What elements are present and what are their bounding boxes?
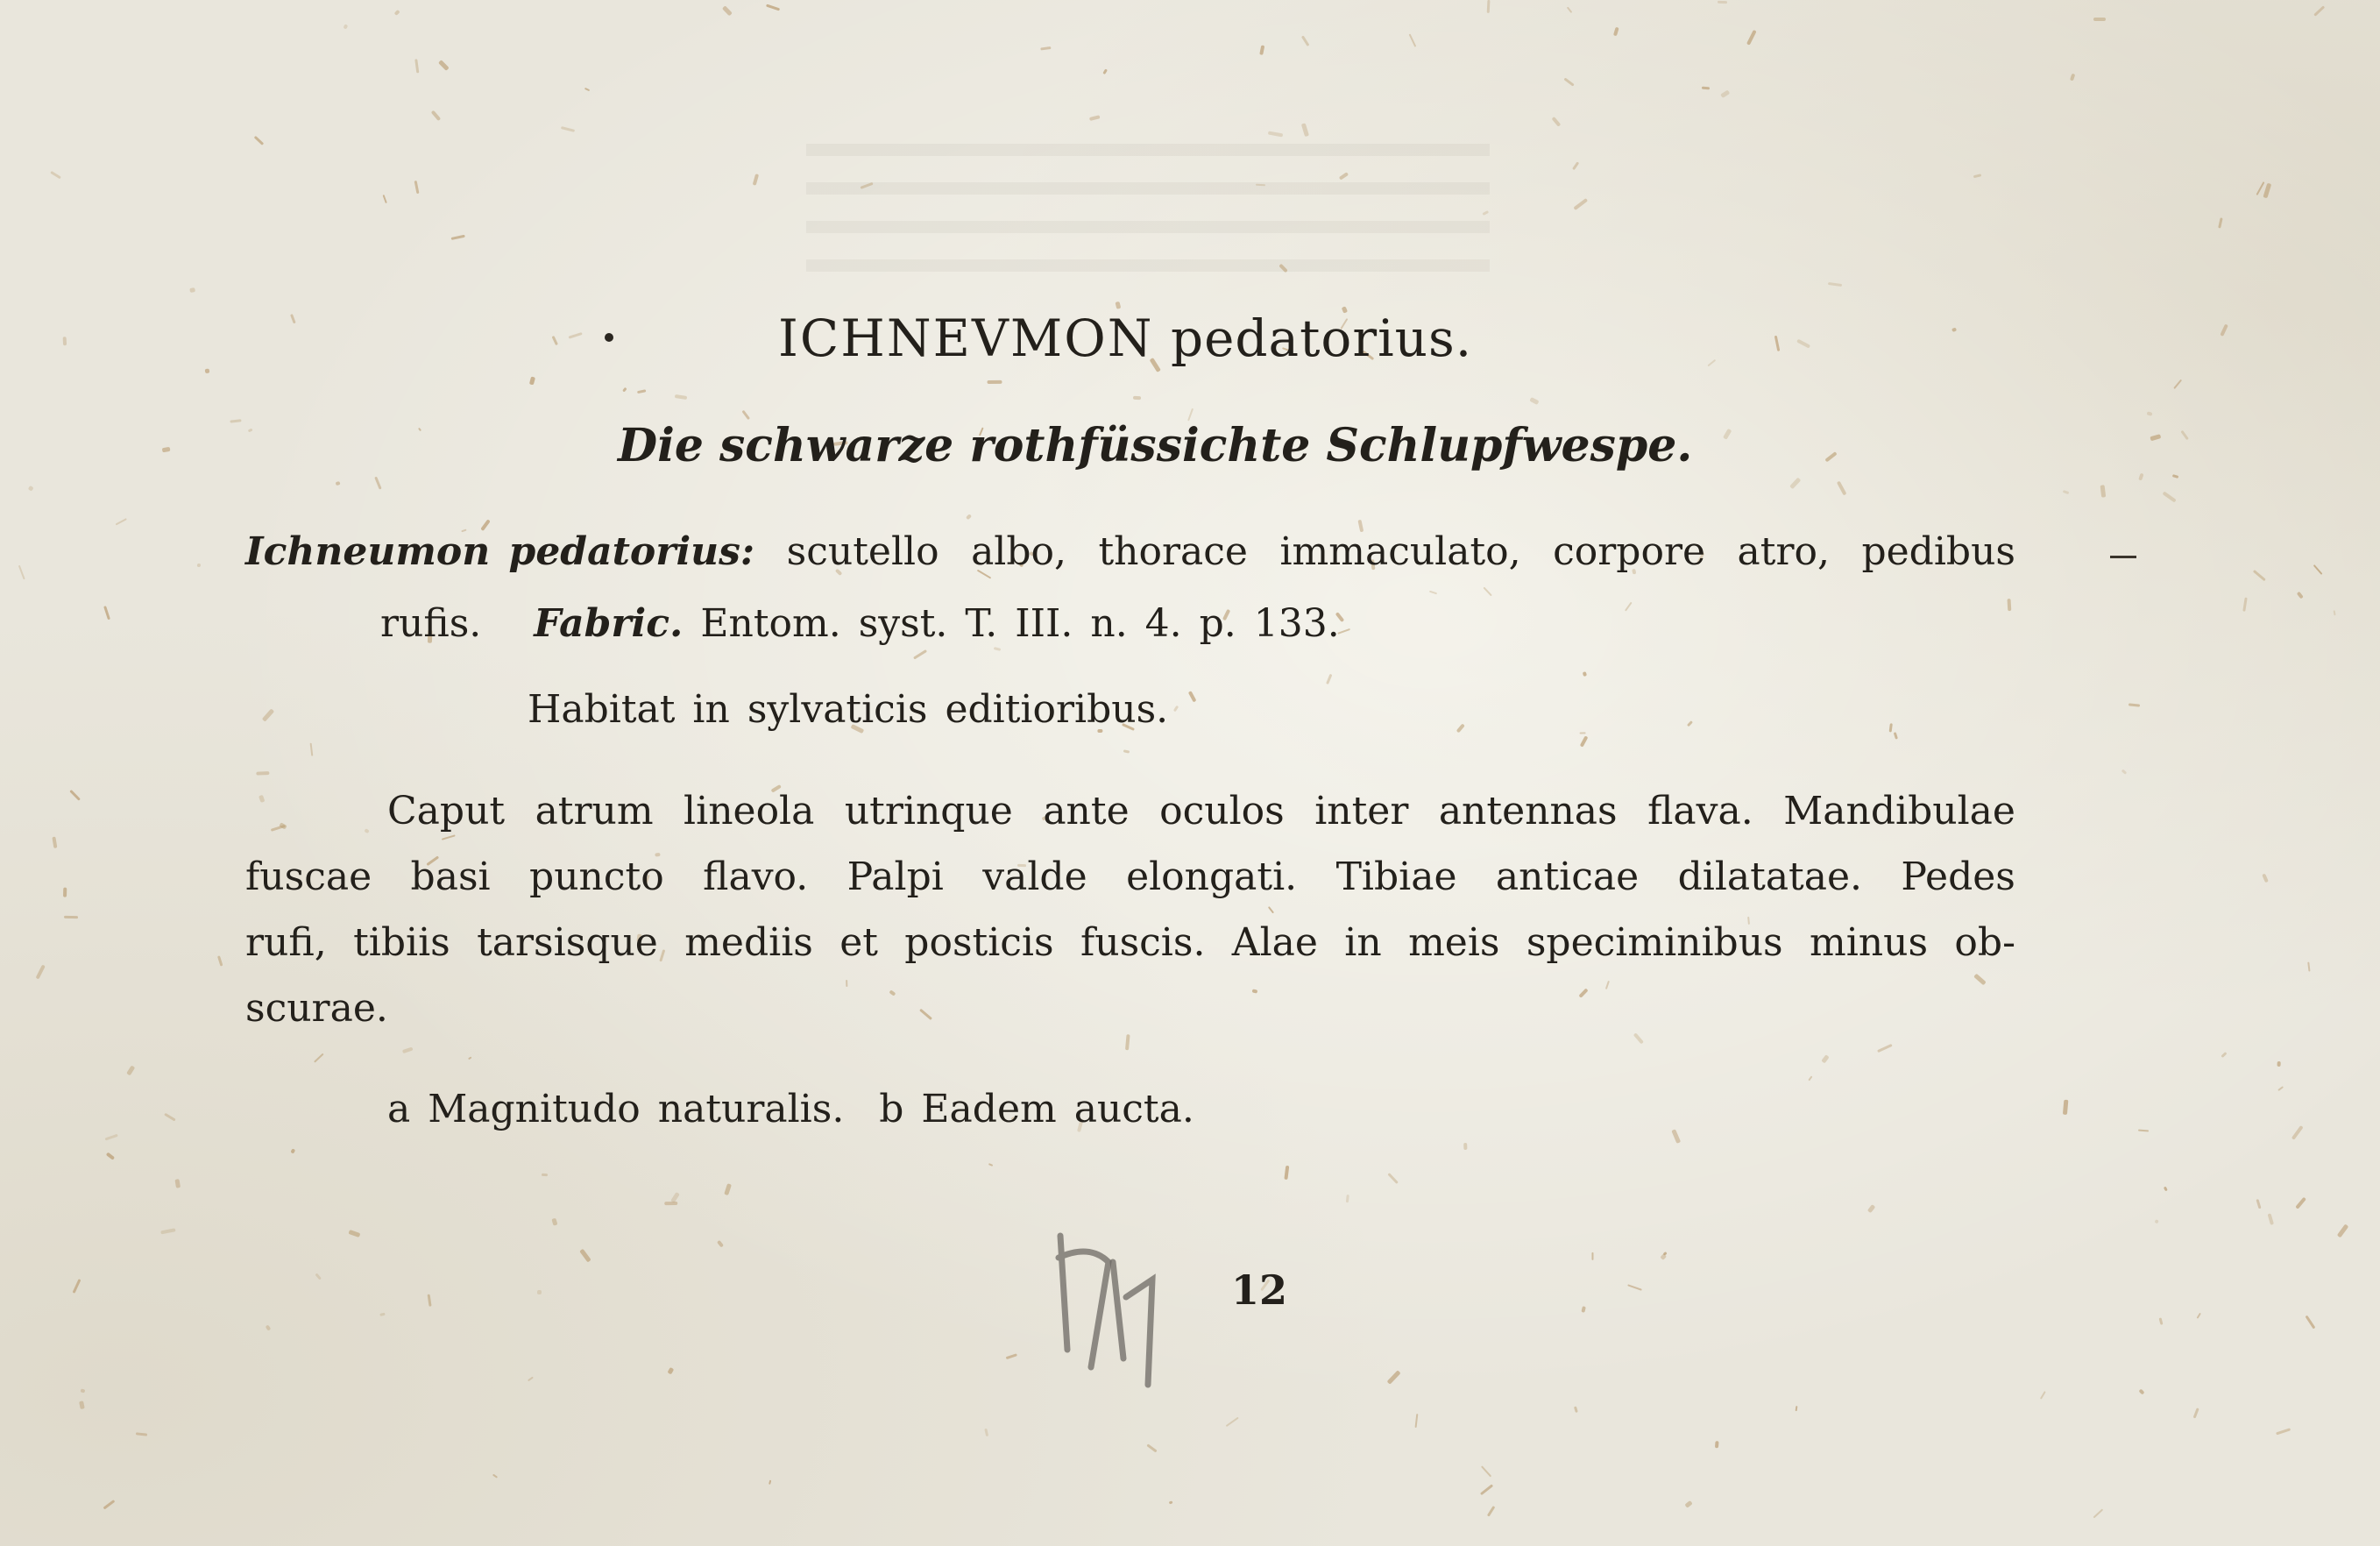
paper-fleck <box>1480 1484 1493 1495</box>
paper-fleck <box>2297 592 2303 599</box>
citation-author: Fabric. <box>534 601 684 646</box>
paper-fleck <box>1702 87 1710 89</box>
paper-fleck <box>290 1148 295 1153</box>
paper-fleck <box>1582 671 1586 677</box>
paper-fleck <box>1564 77 1575 86</box>
species-name: Ichneumon pedatorius: <box>245 529 755 574</box>
paper-fleck <box>174 1179 180 1188</box>
paper-fleck <box>2147 412 2152 417</box>
description-word: flavo. <box>703 855 809 899</box>
paper-fleck <box>584 87 590 91</box>
paper-fleck <box>1633 1032 1644 1044</box>
paper-fleck <box>290 314 296 323</box>
paper-fleck <box>262 708 274 721</box>
paper-fleck <box>1828 282 1842 287</box>
paper-fleck <box>1123 749 1130 753</box>
paper-fleck <box>2180 430 2189 441</box>
paper-fleck <box>1414 1414 1418 1429</box>
paper-fleck <box>552 335 558 344</box>
paper-fleck <box>467 1056 471 1060</box>
description-word: Tibiae <box>1335 855 1457 899</box>
paper-fleck <box>1573 198 1588 210</box>
paper-fleck <box>552 1218 558 1226</box>
bullet-mark <box>605 333 613 342</box>
paper-fleck <box>2307 961 2311 971</box>
paper-fleck <box>160 1229 176 1235</box>
paper-fleck <box>765 4 779 11</box>
paper-fleck <box>418 428 421 431</box>
paper-fleck <box>2268 1213 2274 1224</box>
paper-fleck <box>716 1240 723 1248</box>
paper-fleck <box>724 1183 732 1195</box>
description-word: rufi, <box>245 920 327 965</box>
figure-legend: a Magnitudo naturalis. b Eadem aucta. <box>387 1087 1194 1131</box>
paper-fleck <box>2295 1197 2306 1209</box>
paper-fleck <box>415 59 420 73</box>
description-line-2 <box>245 855 2015 899</box>
paper-fleck <box>2164 1186 2168 1191</box>
paper-fleck <box>2040 1391 2046 1400</box>
paper-fleck <box>2313 564 2322 575</box>
paper-fleck <box>1268 131 1284 137</box>
paper-fleck <box>105 1133 118 1140</box>
title-species: pedatorius. <box>1170 308 1473 368</box>
paper-fleck <box>1877 1044 1892 1053</box>
paper-fleck <box>2171 474 2178 479</box>
paper-fleck <box>2007 599 2011 611</box>
paper-fleck <box>106 1152 115 1160</box>
paper-fleck <box>2193 1408 2199 1419</box>
description-word: tibiis <box>353 920 450 965</box>
paper-fleck <box>1575 1406 1579 1413</box>
paper-fleck <box>1747 30 1757 46</box>
paper-fleck <box>52 836 57 847</box>
paper-fleck <box>335 481 340 486</box>
paper-fleck <box>528 1376 534 1381</box>
paper-fleck <box>18 564 25 579</box>
paper-fleck <box>309 743 313 756</box>
paper-fleck <box>1133 395 1141 400</box>
paper-fleck <box>28 486 33 492</box>
paper-fleck <box>1824 451 1837 463</box>
paper-fleck <box>889 990 896 996</box>
paper-fleck <box>769 1479 772 1484</box>
paper-fleck <box>2253 570 2265 581</box>
paper-fleck <box>2154 1219 2158 1223</box>
page-subtitle: Die schwarze rothfüssichte Schlupfwespe. <box>618 419 1693 472</box>
paper-fleck <box>1387 1370 1401 1384</box>
paper-fleck <box>920 1009 933 1021</box>
description-word: atrum <box>535 789 654 833</box>
paper-fleck <box>561 126 576 132</box>
paper-fleck <box>230 419 242 422</box>
paper-fleck <box>2129 703 2141 707</box>
description-word: mediis <box>684 920 813 965</box>
paper-fleck <box>1714 1441 1718 1448</box>
paper-fleck <box>393 10 400 16</box>
paper-fleck <box>1591 1252 1593 1260</box>
description-word: antennas <box>1438 789 1618 833</box>
margin-dash <box>2110 556 2136 558</box>
paper-fleck <box>1672 1129 1681 1143</box>
paper-fleck <box>205 368 210 373</box>
paper-fleck <box>1580 732 1586 734</box>
diagnosis-word: albo, <box>971 529 1067 574</box>
title-genus: ICHNEVMON <box>778 308 1154 368</box>
paper-fleck <box>1169 1501 1173 1505</box>
paper-fleck <box>1486 0 1490 13</box>
paper-fleck <box>1326 674 1332 684</box>
paper-fleck <box>1251 989 1257 994</box>
paper-fleck <box>1821 1055 1829 1064</box>
description-word: et <box>839 920 878 965</box>
paper-fleck <box>580 1248 591 1262</box>
paper-fleck <box>63 337 67 345</box>
paper-fleck <box>1301 35 1310 46</box>
paper-fleck <box>845 980 847 987</box>
description-line-4: scurae. <box>245 986 388 1031</box>
description-word: meis <box>1408 920 1500 965</box>
show-through-text <box>806 140 1490 272</box>
paper-fleck <box>1268 906 1274 913</box>
description-word: utrinque <box>844 789 1013 833</box>
paper-fleck <box>1889 724 1893 733</box>
paper-fleck <box>569 331 583 338</box>
paper-fleck <box>1088 116 1100 121</box>
paper-fleck <box>1723 429 1732 440</box>
paper-fleck <box>1796 339 1810 349</box>
paper-fleck <box>913 649 928 659</box>
paper-fleck <box>537 1290 542 1294</box>
paper-fleck <box>1567 6 1573 12</box>
paper-fleck <box>2138 473 2144 481</box>
paper-fleck <box>1580 736 1589 748</box>
paper-fleck <box>314 1053 323 1063</box>
paper-fleck <box>1530 397 1540 405</box>
diagnosis-text: rufis. <box>380 601 482 646</box>
paper-fleck <box>364 828 369 833</box>
paper-fleck <box>1102 68 1108 74</box>
paper-fleck <box>2313 5 2325 17</box>
paper-fleck <box>1146 1443 1157 1452</box>
paper-fleck <box>375 477 382 490</box>
paper-fleck <box>1624 602 1632 612</box>
paper-fleck <box>1301 123 1309 137</box>
paper-fleck <box>2159 1318 2164 1325</box>
paper-fleck <box>1604 981 1609 990</box>
habitat-line: Habitat in sylvaticis editioribus. <box>528 687 1169 732</box>
paper-fleck <box>36 964 46 979</box>
paper-fleck <box>529 376 535 385</box>
paper-fleck <box>637 389 647 394</box>
paper-fleck <box>1387 1173 1399 1184</box>
paper-fleck <box>2093 1509 2103 1519</box>
description-word: Palpi <box>846 855 944 899</box>
paper-fleck <box>2305 1316 2315 1330</box>
diagnosis-line-1 <box>245 529 2015 574</box>
paper-fleck <box>2063 1100 2068 1115</box>
paper-fleck <box>254 136 265 145</box>
paper-fleck <box>442 834 456 840</box>
paper-fleck <box>1481 1465 1491 1477</box>
paper-fleck <box>1345 1195 1349 1202</box>
paper-fleck <box>667 1367 673 1374</box>
paper-fleck <box>2063 490 2070 494</box>
paper-fleck <box>414 181 420 194</box>
paper-fleck <box>217 955 223 967</box>
paper-fleck <box>1720 90 1730 98</box>
paper-fleck <box>2070 74 2075 82</box>
description-word: tarsisque <box>477 920 658 965</box>
paper-fleck <box>2196 1312 2200 1318</box>
page-number: 12 <box>1231 1266 1288 1314</box>
paper-fleck <box>382 195 387 203</box>
paper-fleck <box>164 1113 175 1121</box>
description-word: Pedes <box>1901 855 2015 899</box>
paper-fleck <box>379 1312 385 1316</box>
diagnosis-word: thorace <box>1098 529 1248 574</box>
description-word: ante <box>1043 789 1130 833</box>
paper-fleck <box>988 1163 993 1167</box>
paper-fleck <box>135 1432 146 1436</box>
paper-fleck <box>1867 1204 1875 1213</box>
paper-fleck <box>2100 485 2106 497</box>
paper-fleck <box>1456 723 1465 733</box>
paper-fleck <box>675 394 687 400</box>
paper-fleck <box>64 915 78 918</box>
paper-fleck <box>1627 1284 1642 1291</box>
paper-fleck <box>722 5 733 16</box>
paper-fleck <box>2138 1130 2149 1132</box>
description-word: minus <box>1810 920 1929 965</box>
paper-fleck <box>1687 720 1693 727</box>
paper-fleck <box>1581 1306 1585 1312</box>
paper-fleck <box>248 429 253 433</box>
paper-fleck <box>2263 183 2271 199</box>
paper-fleck <box>2242 598 2248 612</box>
paper-fleck <box>1790 478 1802 489</box>
paper-fleck <box>1173 706 1179 712</box>
description-word: fuscis. <box>1080 920 1206 965</box>
description-line-3 <box>245 920 2015 965</box>
paper-fleck <box>103 1500 115 1509</box>
paper-fleck <box>1718 1 1727 4</box>
paper-fleck <box>2150 435 2162 442</box>
paper-fleck <box>1809 1075 1813 1081</box>
paper-fleck <box>1483 587 1492 597</box>
paper-fleck <box>427 1294 431 1306</box>
paper-fleck <box>752 174 758 185</box>
paper-fleck <box>2220 324 2228 337</box>
paper-fleck <box>189 288 195 293</box>
paper-fleck <box>2093 18 2106 21</box>
diagnosis-word: pedibus <box>1861 529 2015 574</box>
paper-fleck <box>1774 335 1781 351</box>
paper-fleck <box>664 1202 677 1205</box>
paper-fleck <box>73 1279 81 1294</box>
paper-fleck <box>1552 117 1562 127</box>
paper-fleck <box>439 60 450 71</box>
description-word: inter <box>1314 789 1409 833</box>
paper-fleck <box>1572 162 1579 171</box>
paper-fleck <box>1226 1417 1239 1427</box>
paper-fleck <box>315 1273 322 1280</box>
paper-fleck <box>1429 591 1437 595</box>
paper-fleck <box>1893 732 1898 740</box>
paper-fleck <box>126 1066 135 1076</box>
paper-fleck <box>162 447 171 452</box>
paper-fleck <box>64 888 67 897</box>
description-word: anticae <box>1495 855 1640 899</box>
paper-fleck <box>259 794 265 802</box>
pencil-mark-icon <box>1043 1218 1183 1394</box>
diagnosis-word: immaculato, <box>1279 529 1521 574</box>
description-word: fuscae <box>245 855 372 899</box>
paper-fleck <box>69 790 81 801</box>
paper-fleck <box>2256 1199 2262 1209</box>
description-word: Caput <box>387 789 506 833</box>
paper-fleck <box>348 1230 360 1237</box>
paper-fleck <box>622 387 627 393</box>
paper-fleck <box>2276 1428 2291 1435</box>
paper-fleck <box>2174 379 2183 389</box>
paper-fleck <box>1796 1406 1798 1411</box>
diagnosis-word: corpore <box>1553 529 1706 574</box>
paper-fleck <box>1973 974 1986 985</box>
paper-fleck <box>1006 1353 1017 1359</box>
paper-fleck <box>1040 46 1052 50</box>
description-word: dilatatae. <box>1677 855 1862 899</box>
paper-fleck <box>2291 1125 2304 1140</box>
paper-fleck <box>1708 359 1717 366</box>
paper-fleck <box>2262 874 2269 883</box>
description-word: in <box>1344 920 1382 965</box>
diagnosis-word: atro, <box>1737 529 1830 574</box>
paper-fleck <box>2277 1086 2284 1091</box>
diagnosis-line-2 <box>380 601 1340 646</box>
paper-fleck <box>993 647 1001 651</box>
paper-fleck <box>1973 174 1981 178</box>
paper-fleck <box>2221 1052 2228 1058</box>
paper-fleck <box>115 518 127 526</box>
description-word: oculos <box>1159 789 1285 833</box>
citation-reference: Entom. syst. T. III. n. 4. p. 133. <box>700 601 1340 646</box>
paper-fleck <box>2218 217 2222 228</box>
description-word: basi <box>410 855 491 899</box>
description-word: lineola <box>684 789 815 833</box>
paper-fleck <box>2337 1224 2348 1238</box>
paper-fleck <box>1685 1500 1693 1508</box>
paper-fleck <box>401 1046 413 1053</box>
paper-fleck <box>1188 691 1197 703</box>
paper-fleck <box>2121 769 2126 775</box>
diagnosis-word: scutello <box>786 529 939 574</box>
paper-fleck <box>966 514 972 521</box>
paper-fleck <box>265 1324 271 1330</box>
paper-fleck <box>431 110 441 121</box>
paper-fleck <box>1613 27 1619 37</box>
description-word: Mandibulae <box>1783 789 2015 833</box>
paper-fleck <box>343 25 348 30</box>
paper-fleck <box>80 1401 85 1409</box>
paper-fleck <box>984 1429 988 1437</box>
paper-fleck <box>104 606 111 620</box>
paper-fleck <box>2333 610 2335 615</box>
paper-fleck <box>80 1389 85 1394</box>
paper-fleck <box>256 771 270 776</box>
paper-fleck <box>2162 491 2176 502</box>
paper-fleck <box>51 171 61 179</box>
description-word: valde <box>982 855 1087 899</box>
paper-fleck <box>1408 33 1416 46</box>
description-word: flava. <box>1647 789 1753 833</box>
description-word: ob- <box>1954 920 2015 965</box>
description-word: elongati. <box>1126 855 1298 899</box>
description-word: Alae <box>1231 920 1318 965</box>
paper-fleck <box>542 1174 548 1177</box>
description-line-1 <box>387 789 2015 833</box>
paper-fleck <box>988 380 1002 384</box>
paper-fleck <box>671 1192 680 1202</box>
paper-fleck <box>1578 989 1588 998</box>
paper-fleck <box>1125 1034 1130 1050</box>
description-word: puncto <box>529 855 664 899</box>
page-title <box>778 308 1472 368</box>
description-word: posticis <box>904 920 1054 965</box>
paper-fleck <box>1837 481 1847 496</box>
paper-fleck <box>451 234 465 239</box>
paper-fleck <box>2277 1061 2281 1067</box>
paper-fleck <box>196 564 201 567</box>
paper-fleck <box>1463 1143 1468 1150</box>
paper-fleck <box>1285 1165 1290 1180</box>
paper-fleck <box>1259 45 1264 54</box>
paper-fleck <box>492 1474 498 1479</box>
paper-fleck <box>2138 1388 2144 1394</box>
description-word: speciminibus <box>1526 920 1783 965</box>
paper-fleck <box>1952 327 1958 331</box>
paper-fleck <box>1487 1506 1495 1517</box>
